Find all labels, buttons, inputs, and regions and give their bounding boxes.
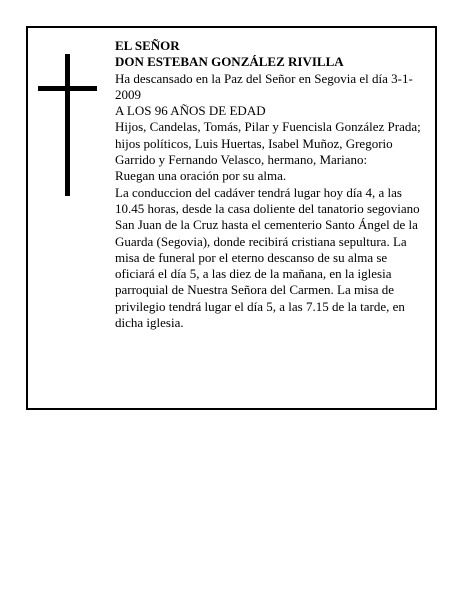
family-line: Hijos, Candelas, Tomás, Pilar y Fuencisla González Prada; hijos políticos, Luis Huertas, Isabel Muñoz, Gregorio Garrido y Fernando Velasco, hermano, Mariano:: [115, 119, 421, 168]
cross-icon: [38, 54, 97, 196]
death-line: Ha descansado en la Paz del Señor en Segovia el día 3-1-2009: [115, 70, 413, 102]
deceased-name: DON ESTEBAN GONZÁLEZ RIVILLA: [115, 54, 344, 70]
prayer-line: Ruegan una oración por su alma.: [115, 168, 287, 184]
age-line: A LOS 96 AÑOS DE EDAD: [115, 103, 266, 119]
obituary-text: [115, 38, 425, 331]
funeral-arrangements: La conduccion del cadáver tendrá lugar hoy día 4, a las 10.45 horas, desde la casa doliente del tanatorio segoviano San Juan de la Cruz hasta el cementerio Santo Ángel de la Guarda (Segovia), donde recibirá cristiana sepultura. La misa de funeral por el eterno descanso de su alma se oficiará el día 5, a las diez de la mañana, en la iglesia parroquial de Nuestra Señora del Carmen. La misa de privilegio tendrá lugar el día 5, a las 7.15 de la tarde, en dicha iglesia.: [115, 184, 420, 331]
cross-vertical-bar: [65, 54, 70, 196]
cross-horizontal-bar: [38, 86, 97, 91]
notice-title: EL SEÑOR: [115, 38, 180, 53]
